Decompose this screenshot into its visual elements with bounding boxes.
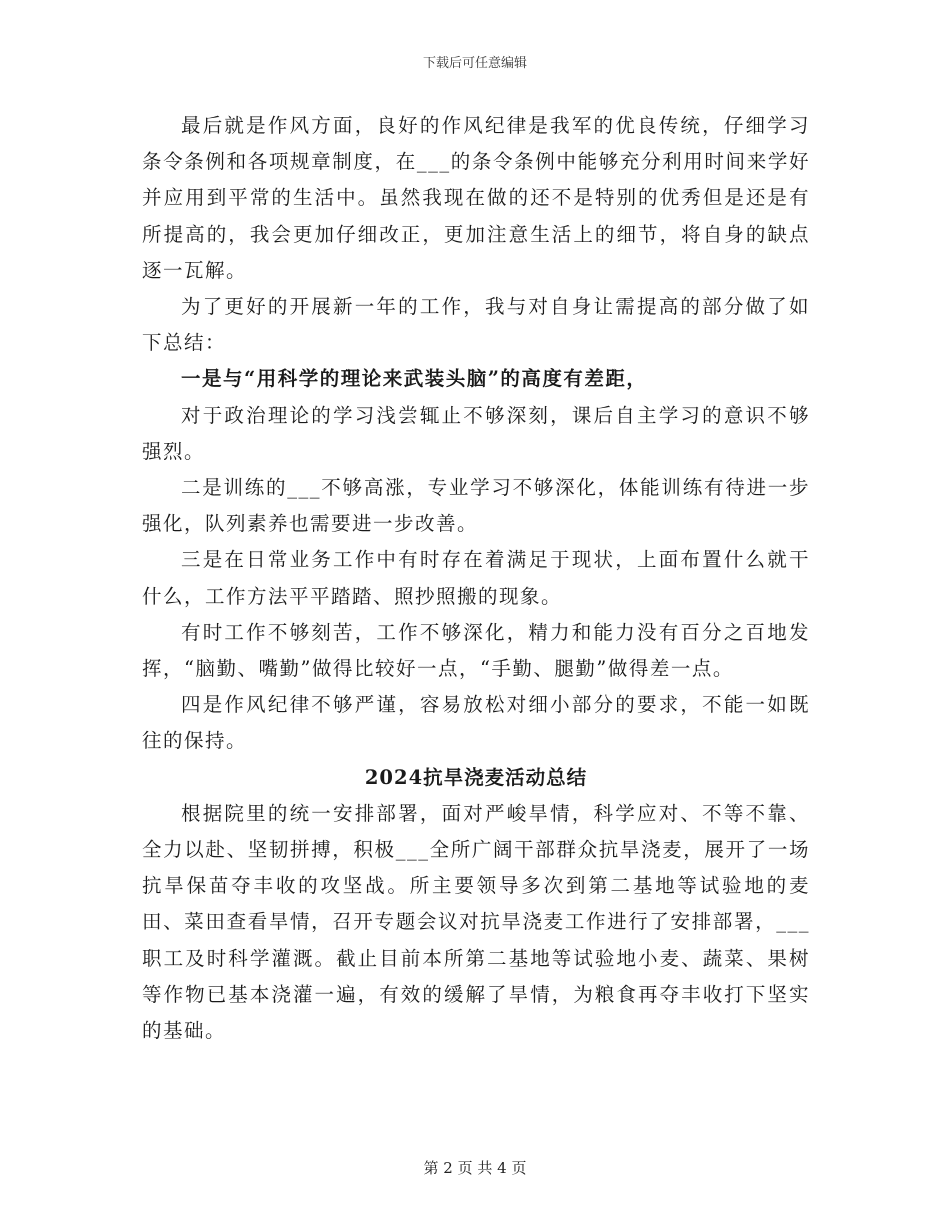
paragraph-style-discipline: 最后就是作风方面，良好的作风纪律是我军的优良传统，仔细学习条令条例和各项规章制度，在___的条令条例中能够充分利用时间来学好并应用到平常的生活中。虽然我现在做的还不是特别的优秀但是还是有所提高的，我会更加仔细改正，更加注意生活上的细节，将自身的缺点逐一瓦解。 bbox=[142, 114, 810, 282]
paragraph-work-effort: 有时工作不够刻苦，工作不够深化，精力和能力没有百分之百地发挥，“脑勤、嘴勤”做得比较好一点，“手勤、腿勤”做得差一点。 bbox=[142, 620, 810, 681]
paragraph-point-four: 四是作风纪律不够严谨，容易放松对细小部分的要求，不能一如既往的保持。 bbox=[142, 693, 810, 753]
paragraph-point-two: 二是训练的___不够高涨，专业学习不够深化，体能训练有待进一步强化，队列素养也需要进一步改善。 bbox=[142, 476, 810, 536]
document-body bbox=[142, 108, 810, 1049]
page-indicator: 第 2 页 共 4 页 bbox=[423, 1159, 527, 1177]
paragraph-summary-intro: 为了更好的开展新一年的工作，我与对自身让需提高的部分做了如下总结： bbox=[142, 295, 810, 355]
section-title: 2024抗旱浇麦活动总结 bbox=[364, 765, 588, 789]
paragraph-drought-summary: 根据院里的统一安排部署，面对严峻旱情，科学应对、不等不靠、全力以赴、坚韧拼搏，积极___全所广阔干部群众抗旱浇麦，展开了一场抗旱保苗夺丰收的攻坚战。所主要领导多次到第二基地等试验地的麦田、菜田查看旱情，召开专题会议对抗旱浇麦工作进行了安排部署，___职工及时科学灌溉。截止目前本所第二基地等试验地小麦、蔬菜、果树等作物已基本浇灌一遍，有效的缓解了旱情，为粮食再夺丰收打下坚实的基础。 bbox=[142, 801, 810, 1043]
paragraph-point-three: 三是在日常业务工作中有时存在着满足于现状，上面布置什么就干什么，工作方法平平踏踏、照抄照搬的现象。 bbox=[142, 548, 810, 608]
paragraph-point-one-detail: 对于政治理论的学习浅尝辄止不够深刻，课后自主学习的意识不够强烈。 bbox=[142, 403, 810, 463]
download-note: 下载后可任意编辑 bbox=[422, 56, 527, 71]
paragraph-point-one-heading: 一是与“用科学的理论来武装头脑”的高度有差距， bbox=[181, 367, 648, 391]
